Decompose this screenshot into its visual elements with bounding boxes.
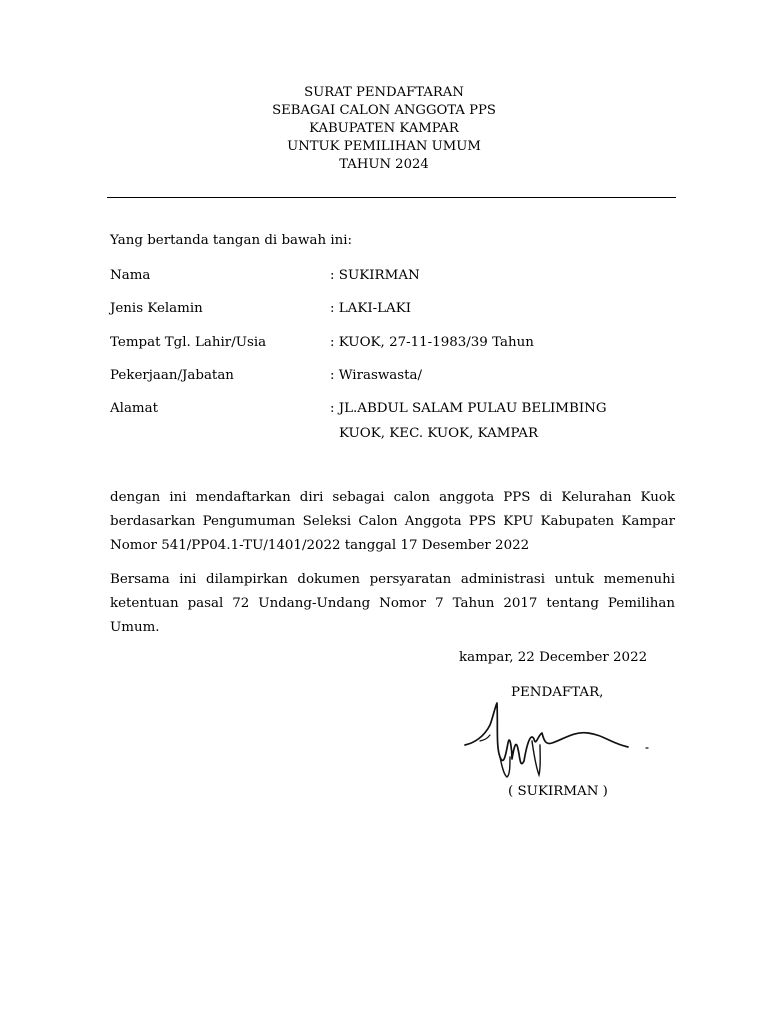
title-line-4: UNTUK PEMILIHAN UMUM	[287, 139, 481, 154]
header-divider	[107, 197, 676, 198]
field-label: Jenis Kelamin	[110, 301, 203, 316]
field-label: Nama	[110, 268, 151, 283]
signer-name: ( SUKIRMAN )	[508, 784, 608, 799]
paragraph-text: dengan ini mendaftarkan diri sebagai calon anggota PPS di Kelurahan Kuok berdasarkan Pengumuman Seleksi Calon Anggota PPS KPU Kabupaten Kampar Nomor 541/PP04.1-TU/1401/2022 tanggal 17 Desember 2022	[110, 490, 675, 553]
field-value: : KUOK, 27-11-1983/39 Tahun	[330, 335, 534, 350]
intro-text: Yang bertanda tangan di bawah ini:	[110, 233, 353, 248]
field-value: : JL.ABDUL SALAM PULAU BELIMBING	[330, 401, 607, 416]
body-paragraph-1	[110, 486, 675, 558]
title-line-2: SEBAGAI CALON ANGGOTA PPS	[272, 103, 496, 118]
handwritten-signature	[460, 695, 660, 785]
field-value-continuation: KUOK, KEC. KUOK, KAMPAR	[339, 426, 539, 441]
field-label: Tempat Tgl. Lahir/Usia	[110, 335, 267, 350]
paragraph-text: Bersama ini dilampirkan dokumen persyaratan administrasi untuk memenuhi ketentuan pasal 72 Undang-Undang Nomor 7 Tahun 2017 tentang Pemilihan Umum.	[110, 572, 675, 635]
title-line-1: SURAT PENDAFTARAN	[304, 85, 464, 100]
title-line-3: KABUPATEN KAMPAR	[309, 121, 459, 136]
document-title	[0, 84, 768, 174]
field-value: : LAKI-LAKI	[330, 301, 412, 316]
field-value: : Wiraswasta/	[330, 368, 423, 383]
signer-label: PENDAFTAR,	[511, 685, 604, 700]
field-value: : SUKIRMAN	[330, 268, 420, 283]
place-date: kampar, 22 December 2022	[459, 650, 648, 665]
field-label: Alamat	[110, 401, 158, 416]
body-paragraph-2	[110, 568, 675, 640]
title-line-5: TAHUN 2024	[339, 157, 429, 172]
field-label: Pekerjaan/Jabatan	[110, 368, 234, 383]
